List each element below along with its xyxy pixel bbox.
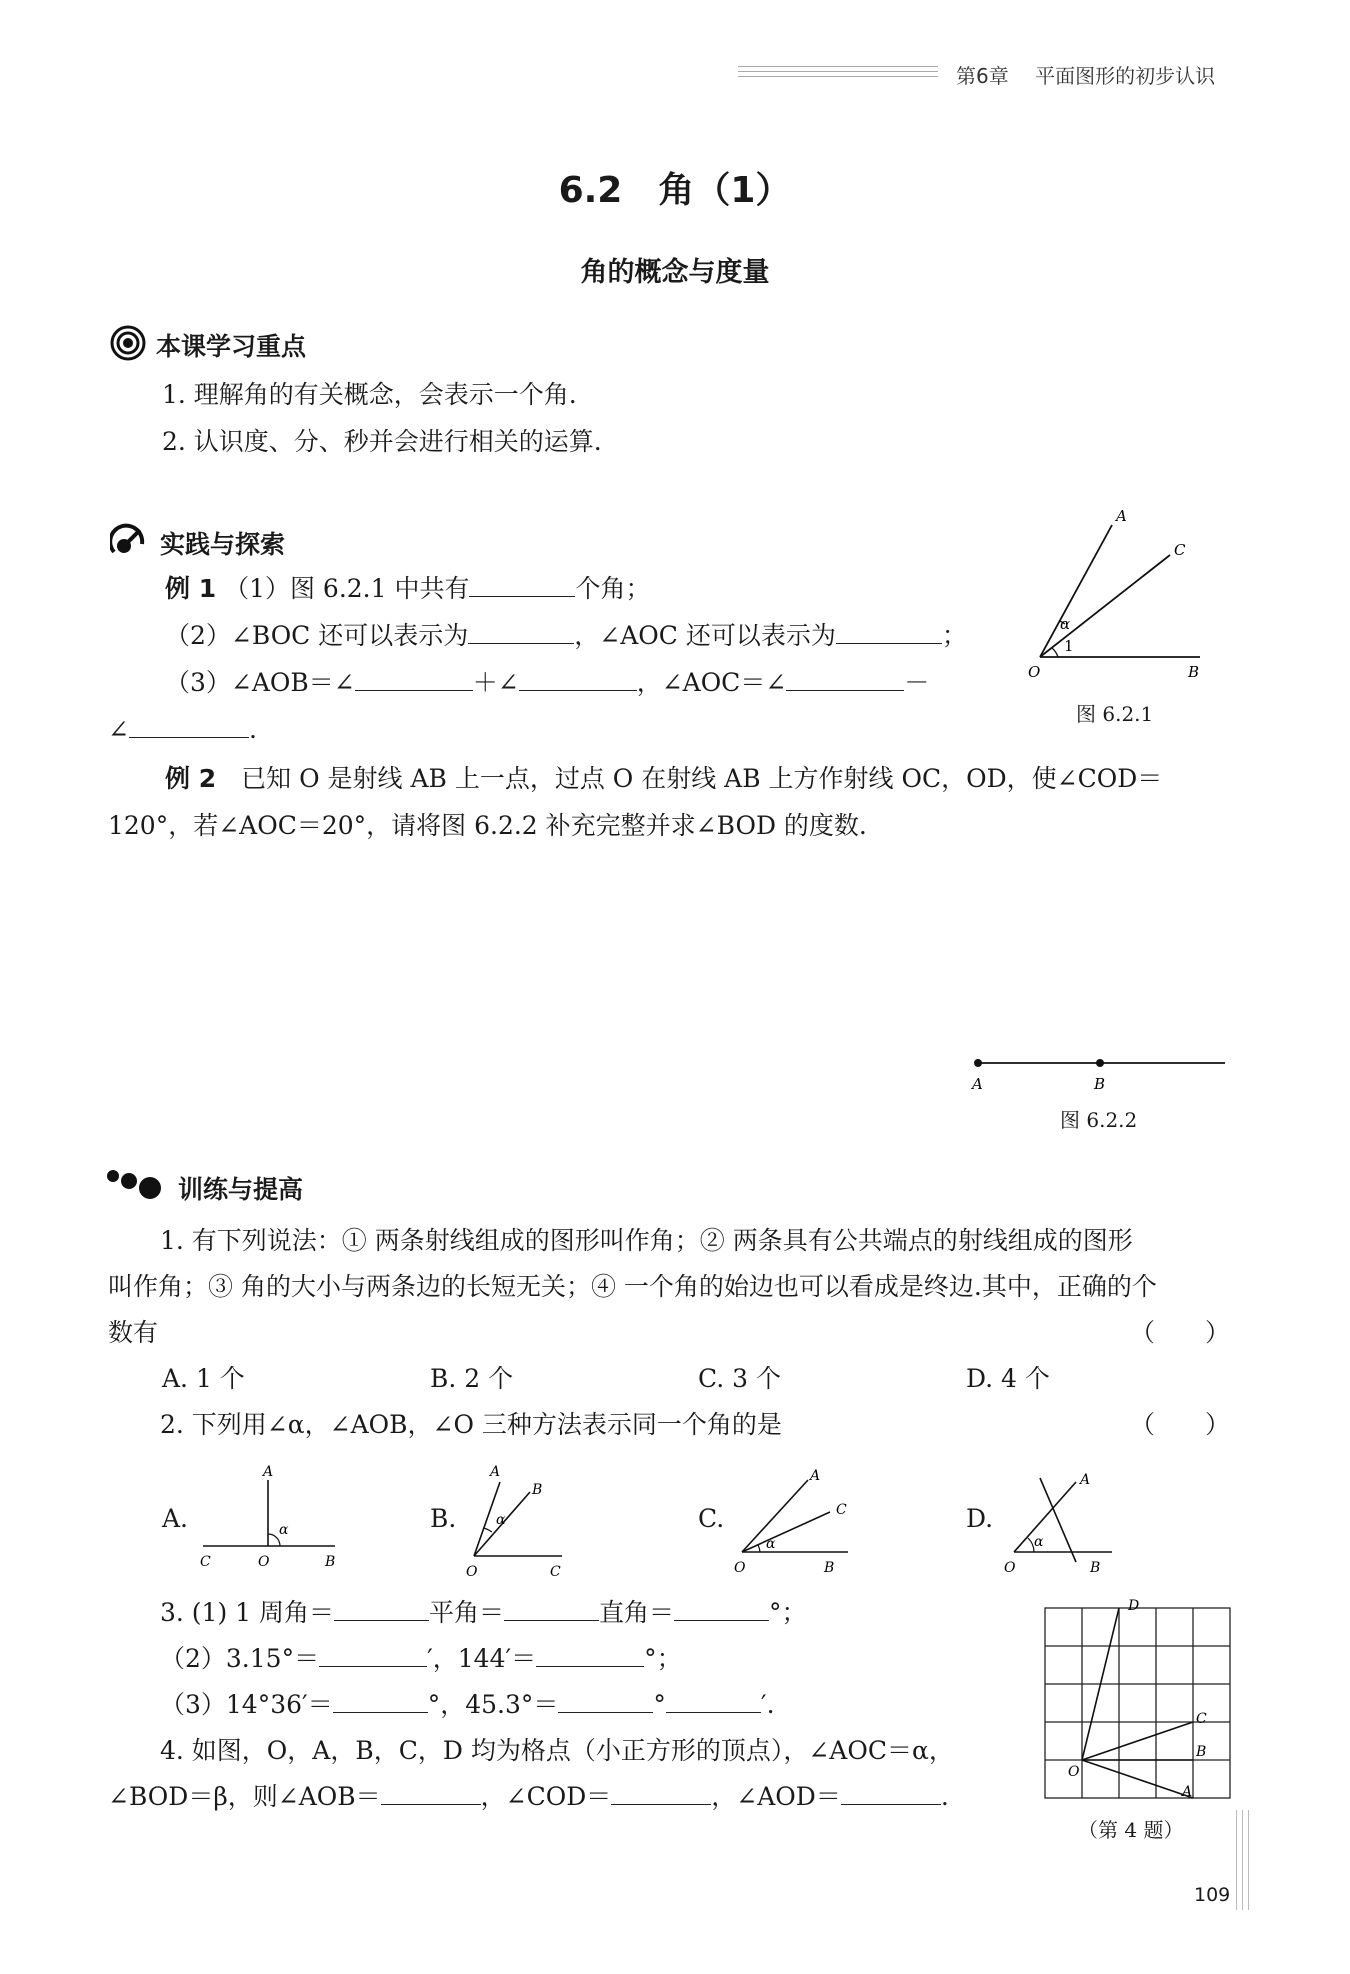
q2-answer-paren: （ ） [1130, 1410, 1231, 1439]
example-1-line-1: 例 1 （1）图 6.2.1 中共有 个角； [165, 566, 651, 612]
answer-blank[interactable] [536, 1640, 644, 1667]
figb-label-o: O [466, 1564, 478, 1580]
example-2-line-2: 120°，若∠AOC＝20°，请将图 6.2.2 补充完整并求∠BOD 的度数. [108, 811, 867, 840]
chapter-number: 第6章 [956, 64, 1009, 88]
example-1-label: 例 1 [165, 574, 217, 603]
explore-icon [110, 522, 146, 562]
section-title-key-points: 本课学习重点 [156, 332, 307, 361]
figd-label-b: B [1090, 1560, 1101, 1576]
answer-blank[interactable] [836, 617, 942, 644]
q1-line-3: 数有 [108, 1318, 159, 1347]
figd-label-o: O [1004, 1560, 1016, 1576]
fig2-label-a: A [972, 1075, 983, 1093]
key-point-2: 2. 认识度、分、秒并会进行相关的运算. [162, 427, 602, 456]
answer-blank[interactable] [841, 1778, 941, 1805]
q4-caption: （第 4 题） [1078, 1818, 1184, 1842]
figb-label-a: A [490, 1464, 501, 1480]
q2-figure-c [728, 1464, 868, 1582]
fig1-label-alpha: α [1060, 615, 1071, 633]
figc-label-a: A [810, 1468, 821, 1484]
answer-blank[interactable] [334, 1594, 429, 1621]
example-1-line-2: （2）∠BOC 还可以表示为 ，∠AOC 还可以表示为 ； [165, 613, 967, 659]
q1-line-1: 1. 有下列说法：① 两条射线组成的图形叫作角；② 两条具有公共端点的射线组成的图形 [160, 1226, 1133, 1255]
example-2-label: 例 2 [165, 764, 217, 793]
header-chapter [956, 60, 1215, 89]
figure-6-2-2 [960, 1048, 1230, 1098]
figd-label-a: A [1080, 1472, 1091, 1488]
key-point-1: 1. 理解角的有关概念，会表示一个角. [162, 380, 577, 409]
q1-option-d[interactable]: D. 4 个 [966, 1364, 1050, 1393]
answer-blank[interactable] [611, 1778, 711, 1805]
figc-label-b: B [824, 1560, 835, 1576]
answer-blank[interactable] [333, 1686, 428, 1713]
figc-label-alpha: α [766, 1536, 776, 1552]
answer-blank[interactable] [504, 1594, 599, 1621]
answer-blank[interactable] [674, 1594, 769, 1621]
q2-option-c[interactable]: C. [698, 1504, 725, 1533]
q3-line-1: 3. (1) 1 周角＝ 平角＝ 直角＝ °； [160, 1590, 807, 1636]
figc-label-o: O [734, 1560, 746, 1576]
answer-blank[interactable] [558, 1686, 653, 1713]
q2-figure-d [1000, 1464, 1120, 1582]
answer-blank[interactable] [468, 617, 574, 644]
section-title-explore: 实践与探索 [160, 530, 286, 559]
q2-option-b[interactable]: B. [430, 1504, 457, 1533]
answer-blank[interactable] [666, 1686, 761, 1713]
q4-line-1: 4. 如图，O，A，B，C，D 均为格点（小正方形的顶点），∠AOC＝α， [160, 1736, 954, 1765]
q1-option-c[interactable]: C. 3 个 [698, 1364, 781, 1393]
figb-label-alpha: α [496, 1512, 506, 1528]
q2-text: 2. 下列用∠α，∠AOB，∠O 三种方法表示同一个角的是 [160, 1410, 782, 1439]
page-number: 109 [1194, 1884, 1231, 1906]
grid-label-b: B [1196, 1744, 1207, 1760]
q4-line-2: ∠BOD＝β，则∠AOB＝ ，∠COD＝ ，∠AOD＝ . [108, 1774, 949, 1820]
figa-label-b: B [325, 1554, 336, 1570]
answer-blank[interactable] [319, 1640, 427, 1667]
answer-blank[interactable] [381, 1778, 481, 1805]
page-title: 6.2 角（1） [558, 170, 792, 211]
figb-label-c: C [550, 1564, 561, 1580]
figc-label-c: C [836, 1502, 847, 1518]
grid-label-a: A [1182, 1784, 1193, 1800]
q1-option-a[interactable]: A. 1 个 [162, 1364, 245, 1393]
dots-icon [106, 1166, 164, 1204]
fig1-label-a: A [1116, 507, 1127, 525]
section-title-practice: 训练与提高 [178, 1175, 304, 1204]
example-1-line-3: （3）∠AOB＝∠ ＋∠ ，∠AOC＝∠ － [165, 660, 929, 706]
figure-6-2-1 [1020, 505, 1220, 685]
chapter-title: 平面图形的初步认识 [1035, 64, 1216, 88]
example-1-line-4: ∠ . [108, 707, 257, 753]
q3-line-2: （2）3.15°＝ ′，144′＝ °； [160, 1636, 682, 1682]
figure-6-2-2-caption: 图 6.2.2 [1060, 1108, 1138, 1132]
q1-answer-paren: （ ） [1130, 1318, 1231, 1347]
page-subtitle: 角的概念与度量 [580, 257, 770, 288]
figa-label-c: C [200, 1554, 211, 1570]
answer-blank[interactable] [786, 664, 904, 691]
figa-label-a: A [263, 1464, 274, 1480]
q4-grid-figure [1040, 1598, 1240, 1808]
answer-blank[interactable] [519, 664, 637, 691]
header-rule [738, 63, 938, 81]
q2-figure-b [462, 1460, 572, 1585]
figa-label-alpha: α [279, 1522, 289, 1538]
grid-label-o: O [1068, 1764, 1080, 1780]
answer-blank[interactable] [129, 711, 249, 738]
figa-label-o: O [258, 1554, 270, 1570]
figd-label-alpha: α [1034, 1534, 1044, 1550]
q1-line-2: 叫作角；③ 角的大小与两条边的长短无关；④ 一个角的始边也可以看成是终边.其中，正确的个 [108, 1272, 1157, 1301]
fig1-label-b: B [1188, 663, 1200, 681]
answer-blank[interactable] [355, 664, 473, 691]
fig1-label-o: O [1028, 663, 1041, 681]
fig1-label-1: 1 [1064, 637, 1074, 655]
edge-rules [1236, 1810, 1256, 1910]
q2-option-a[interactable]: A. [162, 1504, 189, 1533]
figure-6-2-1-caption: 图 6.2.1 [1076, 702, 1154, 726]
example-2-line-1: 例 2 已知 O 是射线 AB 上一点，过点 O 在射线 AB 上方作射线 OC，OD，使∠COD＝ [165, 764, 1163, 793]
fig1-label-c: C [1174, 541, 1186, 559]
answer-blank[interactable] [469, 570, 575, 597]
q2-option-d[interactable]: D. [966, 1504, 994, 1533]
grid-label-c: C [1196, 1711, 1207, 1727]
q2-figure-a [195, 1462, 345, 1582]
figb-label-b: B [532, 1482, 543, 1498]
q3-line-3: （3）14°36′＝ °，45.3°＝ ° ′. [160, 1682, 775, 1728]
fig2-label-b: B [1094, 1075, 1106, 1093]
target-icon [110, 325, 146, 365]
q1-option-b[interactable]: B. 2 个 [430, 1364, 514, 1393]
grid-label-d: D [1128, 1598, 1140, 1614]
